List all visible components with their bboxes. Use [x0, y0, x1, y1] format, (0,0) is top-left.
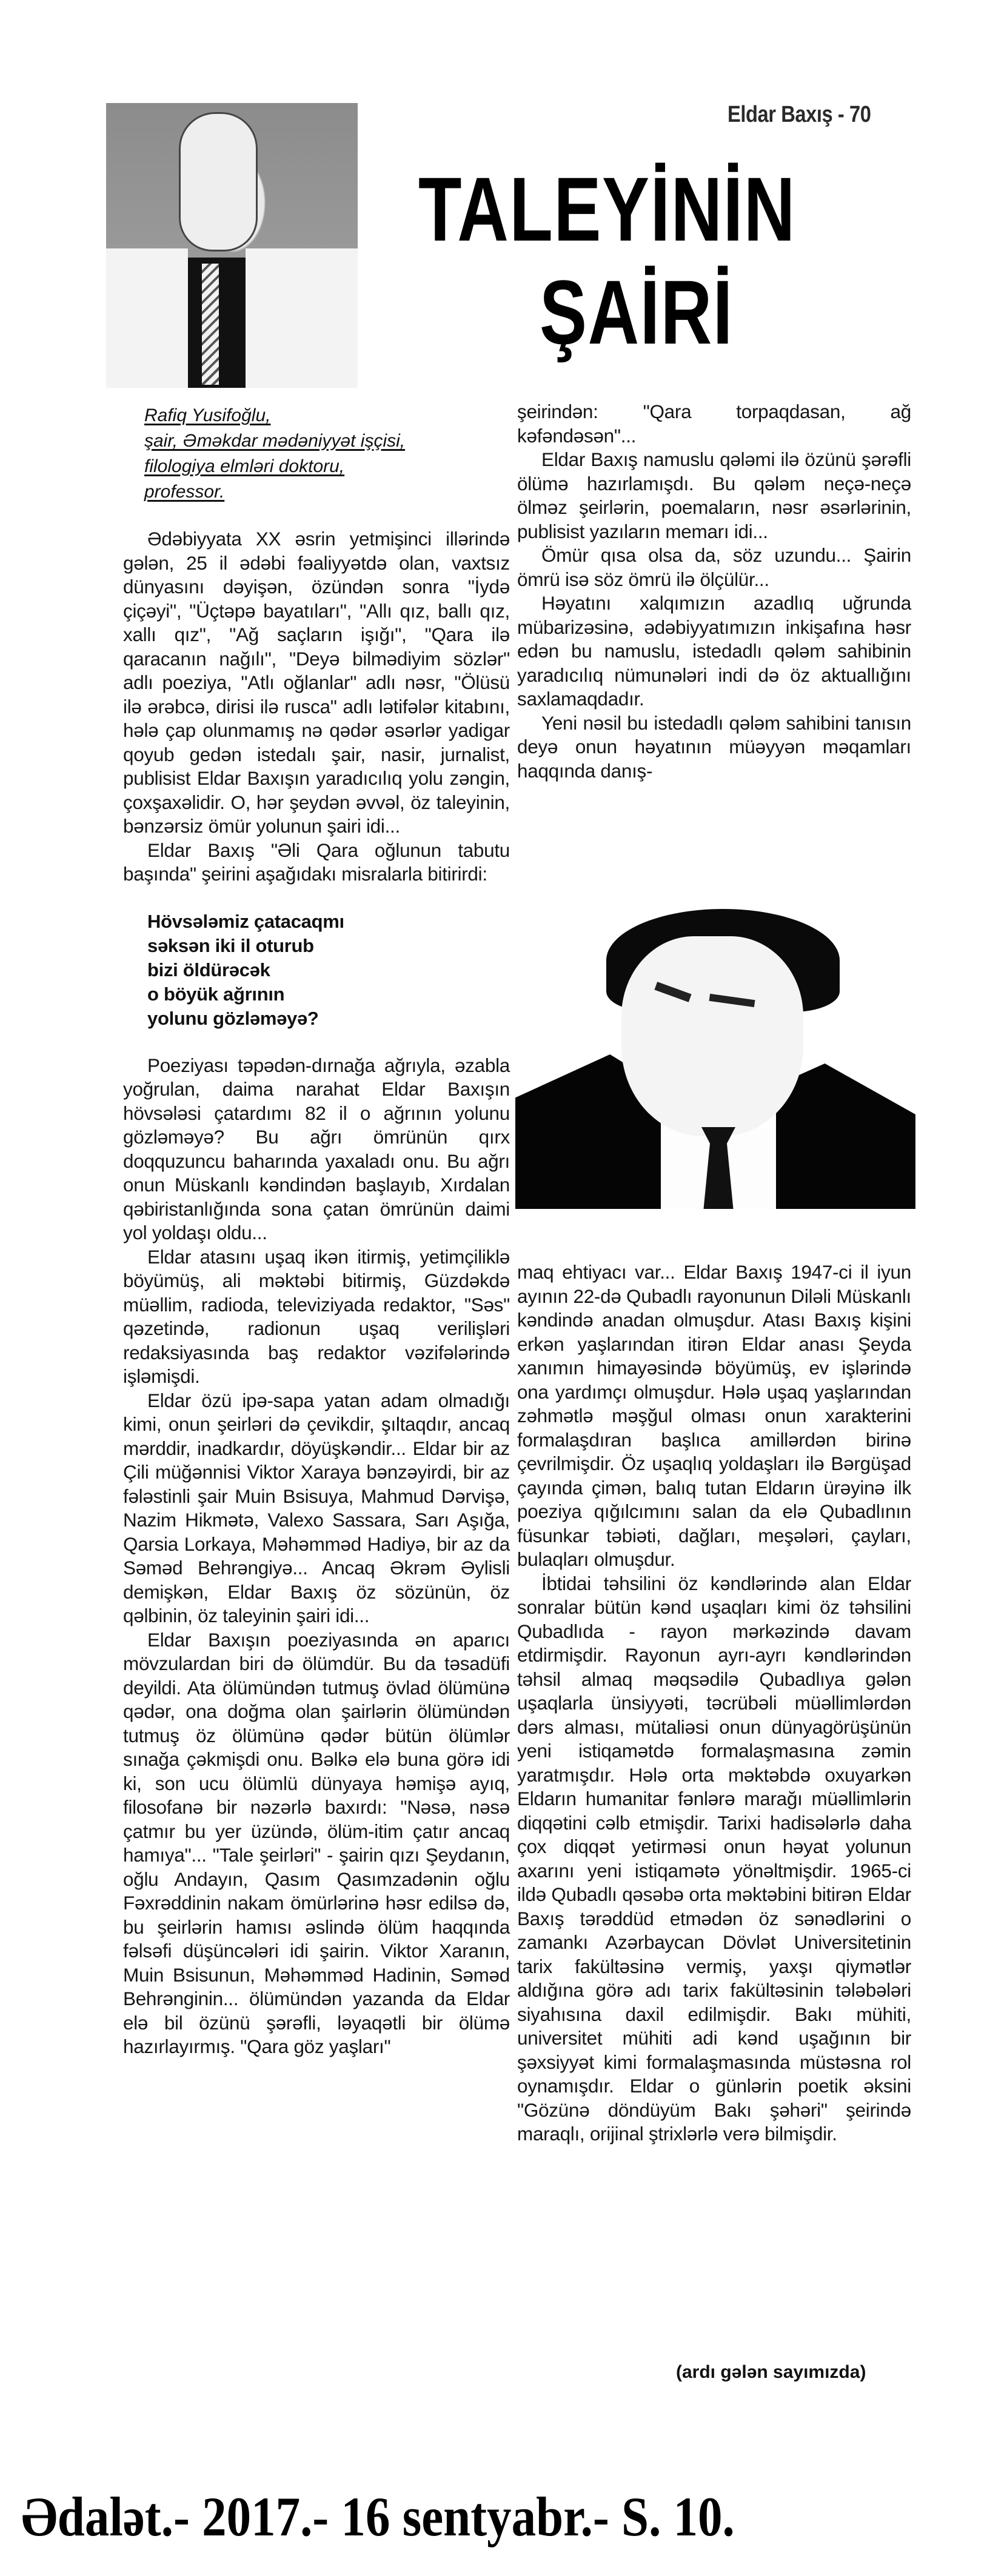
headline-line-1: TALEYİNİN	[418, 158, 796, 260]
continuation-note: (ardı gələn sayımızda)	[676, 2362, 866, 2382]
headline-line-2: ŞAİRİ	[540, 261, 734, 363]
photo-head	[179, 112, 258, 251]
paragraph: Eldar Baxış "Əli Qara oğlunun tabutu başında" şeirini aşağıdakı misralarla bitirirdi:	[123, 839, 510, 885]
author-title-3: professor.	[144, 482, 225, 502]
author-title-1: şair, Əməkdar mədəniyyət işçisi,	[144, 431, 406, 451]
paragraph: İbtidai təhsilini öz kəndlərində alan Eldar sonralar bütün kənd uşaqları kimi öz təhsilini Qubadlıda - rayon mərkəzində davam etdirmişdir. Rayonun ayrı-ayrı kəndlərindən təhsil almaq məqsədilə Qubadlıya gələn uşaqlarla ünsiyyəti, təcrübəli müəllimlərdən dərs alması, mütaliəsi onun dünyagörüşünün yeni istiqamətdə formalaşmasına zəmin yaratmışdır. Hələ orta məktəbdə oxuyarkən Eldarın humanitar fənlərə marağı müəllimlərin diqqətini cəlb etmişdir. Tarixi hadisələrlə daha çox diqqət yetirməsi onun həyat yolunun axarını yeni istiqamətə yönəltmişdir. 1965-ci ildə Qubadlı qəsəbə orta məktəbini bitirən Eldar Baxış tərəddüd etmədən öz sənədlərini o zamankı Azərbaycan Dövlət Universitetinin tarix fakültəsinə vermiş, yaxşı qiymətlər aldığına görə adı tarix fakültəsinin tələbələri siyahısına daxil edilmişdir. Bakı mühiti, universitet mühiti adi kənd uşağının bir şəxsiyyət kimi formalaşmasında müstəsna rol oynamışdır. Eldar o günlərin poetik əksini "Gözünə döndüyüm Bakı şəhəri" şeirində maraqlı, orijinal ştrixlərlə verə bilmişdir.	[517, 1572, 911, 2145]
photo-jacket-right	[246, 248, 358, 388]
paragraph: şeirindən: "Qara torpaqdasan, ağ kəfəndəsən"...	[517, 401, 911, 447]
photo-tie	[202, 264, 219, 385]
source-citation: Ədalət.- 2017.- 16 sentyabr.- S. 10.	[21, 2486, 735, 2548]
paragraph: Poeziyası təpədən-dırnağa ağrıyla, əzabla yoğrulan, daima narahat Eldar Baxışın hövsələsi çatardımı 82 il o ağrının yolunu gözləməyə? Bu ağrı ömrünün qırx doqquzuncu baharında yaxaladı onu. Bu ağrı onun Müskanlı kəndindən başlayıb, Xırdalan qəbiristanlığında sona çatan ömrünün daimi yol yoldaşı oldu...	[123, 1054, 510, 1243]
article-column-right-bottom	[517, 1260, 911, 2146]
paragraph: Eldar özü ipə-sapa yatan adam olmadığı kimi, onun şeirləri də çevikdir, şıltaqdır, ancaq mərddir, inadkardır, döyüşkəndir... Eldar bir az Çili müğənnisi Viktor Xaraya bənzəyirdi, bir az fələstinli şair Muin Bsisuya, Mahmud Dərvişə, Nazim Hikmətə, Valexo Sassara, Sarı Aşığa, Qarsia Lorkaya, Məhəmməd Hadiyə, bir az da Səməd Behrəngiyə... Ancaq Əkrəm Əylisli demişkən, Eldar Baxış öz sözünün, öz qəlbinin, öz taleyinin şairi idi...	[123, 1389, 510, 1626]
photo-face	[621, 936, 803, 1136]
poem-line: səksən iki il oturub	[147, 934, 314, 956]
poem-line: bizi öldürəcək	[147, 959, 270, 980]
poem-quote	[147, 910, 510, 1031]
poem-line: o böyük ağrının	[147, 983, 285, 1005]
photo-jacket-right	[776, 1063, 915, 1209]
article-column-right-top	[517, 400, 911, 783]
paragraph: maq ehtiyacı var... Eldar Baxış 1947-ci il iyun ayının 22-də Qubadlı rayonunun Diləli Müskanlı kəndində anadan olmuşdur. Atası Baxış kişini erkən yaşlarından itirən Eldar anası Şeyda xanımın himayəsində böyümüş, ev işlərində ona yardımçı olmuşdur. Hələ uşaq yaşlarından zəhmətlə məşğul olması onun xarakterini formalaşdıran başlıca amillərdən birinə çevrilmişdir. Öz uşaqlıq yoldaşları ilə Bərgüşad çayında çimən, balıq tutan Eldarın ürəyinə ilk poeziya qığılcımını salan da elə Qubadlının füsunkar təbiəti, dağları, meşələri, çayları, bulaqları olmuşdur.	[517, 1261, 911, 1570]
paragraph: Həyatını xalqımızın azadlıq uğrunda mübarizəsinə, ədəbiyyatımızın inkişafına həsr edən bu namuslu, istedadlı qələm sahibinin yaradıcılıq nümunələri indi də öz aktuallığını saxlamaqdadır.	[517, 592, 911, 710]
paragraph: Eldar atasını uşaq ikən itirmiş, yetimçiliklə böyümüş, ali məktəbi bitirmiş, Güzdəkdə müəllim, radioda, televiziyada redaktor, "Səs" qəzetində, radionun uşaq verilişləri redaksiyasında baş redaktor vəzifələrində işləmişdi.	[123, 1245, 510, 1387]
article-column-left	[123, 527, 510, 2059]
paragraph: Eldar Baxışın poeziyasında ən aparıcı mövzulardan biri də ölümdür. Bu da təsadüfi deyildi. Ata ölümündən tutmuş övlad ölümünə qədər, ona doğma olan şairlərin ölümündən tutmuş öz ölümünə qədər bütün ölümlər sınağa çəkmişdi onu. Bəlkə elə buna görə idi ki, son ucu ölümlü dünyaya həmişə ayıq, filosofanə bir nəzərlə baxırdı: "Nəsə, nəsə çatmır bu yer üzündə, ölüm-itim çatır ancaq hamıya"... "Tale şeirləri" - şairin qızı Şeydanın, oğlu Andayın, Qasım Qasımzadənin oğlu Fəxrəddinin nakam ömürlərinə həsr edilsə də, bu şeirlərin hamısı əslində ölüm haqqında fəlsəfi düşüncələri idi şairin. Viktor Xaranın, Muin Bsisunun, Məhəmməd Hadinin, Səməd Behrənginin... ölümündən yazanda da Eldar elə bil özünü şərəfli, ləyaqətli bir ölümə hazırlayırmış. "Qara göz yaşları"	[123, 1628, 510, 2057]
poem-line: Hövsələmiz çatacaqmı	[147, 910, 344, 932]
author-byline	[144, 403, 405, 505]
author-title-2: filologiya elmləri doktoru,	[144, 456, 345, 476]
photo-jacket-left	[106, 248, 188, 388]
paragraph: Yeni nəsil bu istedadlı qələm sahibini tanısın deyə onun həyatının müəyyən məqamları haqqında danış-	[517, 711, 911, 782]
author-name: Rafiq Yusifoğlu,	[144, 405, 271, 425]
paragraph: Ömür qısa olsa da, söz uzundu... Şairin ömrü isə söz ömrü ilə ölçülür...	[517, 544, 911, 590]
poem-line: yolunu gözləməyə?	[147, 1007, 319, 1029]
subject-photo	[515, 909, 915, 1209]
series-label: Eldar Baxış - 70	[728, 102, 871, 127]
paragraph: Ədəbiyyata XX əsrin yetmişinci illərində gələn, 25 il ədəbi fəaliyyətdə olan, vaxtsız dünyasını dəyişən, özündən sonra "İydə çiçəyi", "Üçtəpə bayatıları", "Allı qız, ballı qız, xallı qız", "Ağ saçların işığı", "Qara ilə qaracanın nağılı", "Deyə bilmədiyim sözlər" adlı poeziya, "Atlı oğlanlar" adlı nəsr, "Ölüsü ilə ərəbcə, dirisi ilə rusca" adlı lətifələr kitabını, hələ çap olunmamış nə qədər əsərlər yadigar qoyub gedən istedalı şair, nasir, jurnalist, publisist Eldar Baxışın yaradıcılıq yolu zəngin, çoxşaxəlidir. O, hər şeydən əvvəl, öz taleyinin, bənzərsiz ömür yolunun şairi idi...	[123, 528, 510, 837]
author-photo	[106, 103, 358, 388]
paragraph: Eldar Baxış namuslu qələmi ilə özünü şərəfli ölümə hazırlamışdı. Bu qələm neçə-neçə ölməz şeirlərin, poemaların, nəsr əsərlərinin, publisist yazıların memarı idi...	[517, 448, 911, 542]
